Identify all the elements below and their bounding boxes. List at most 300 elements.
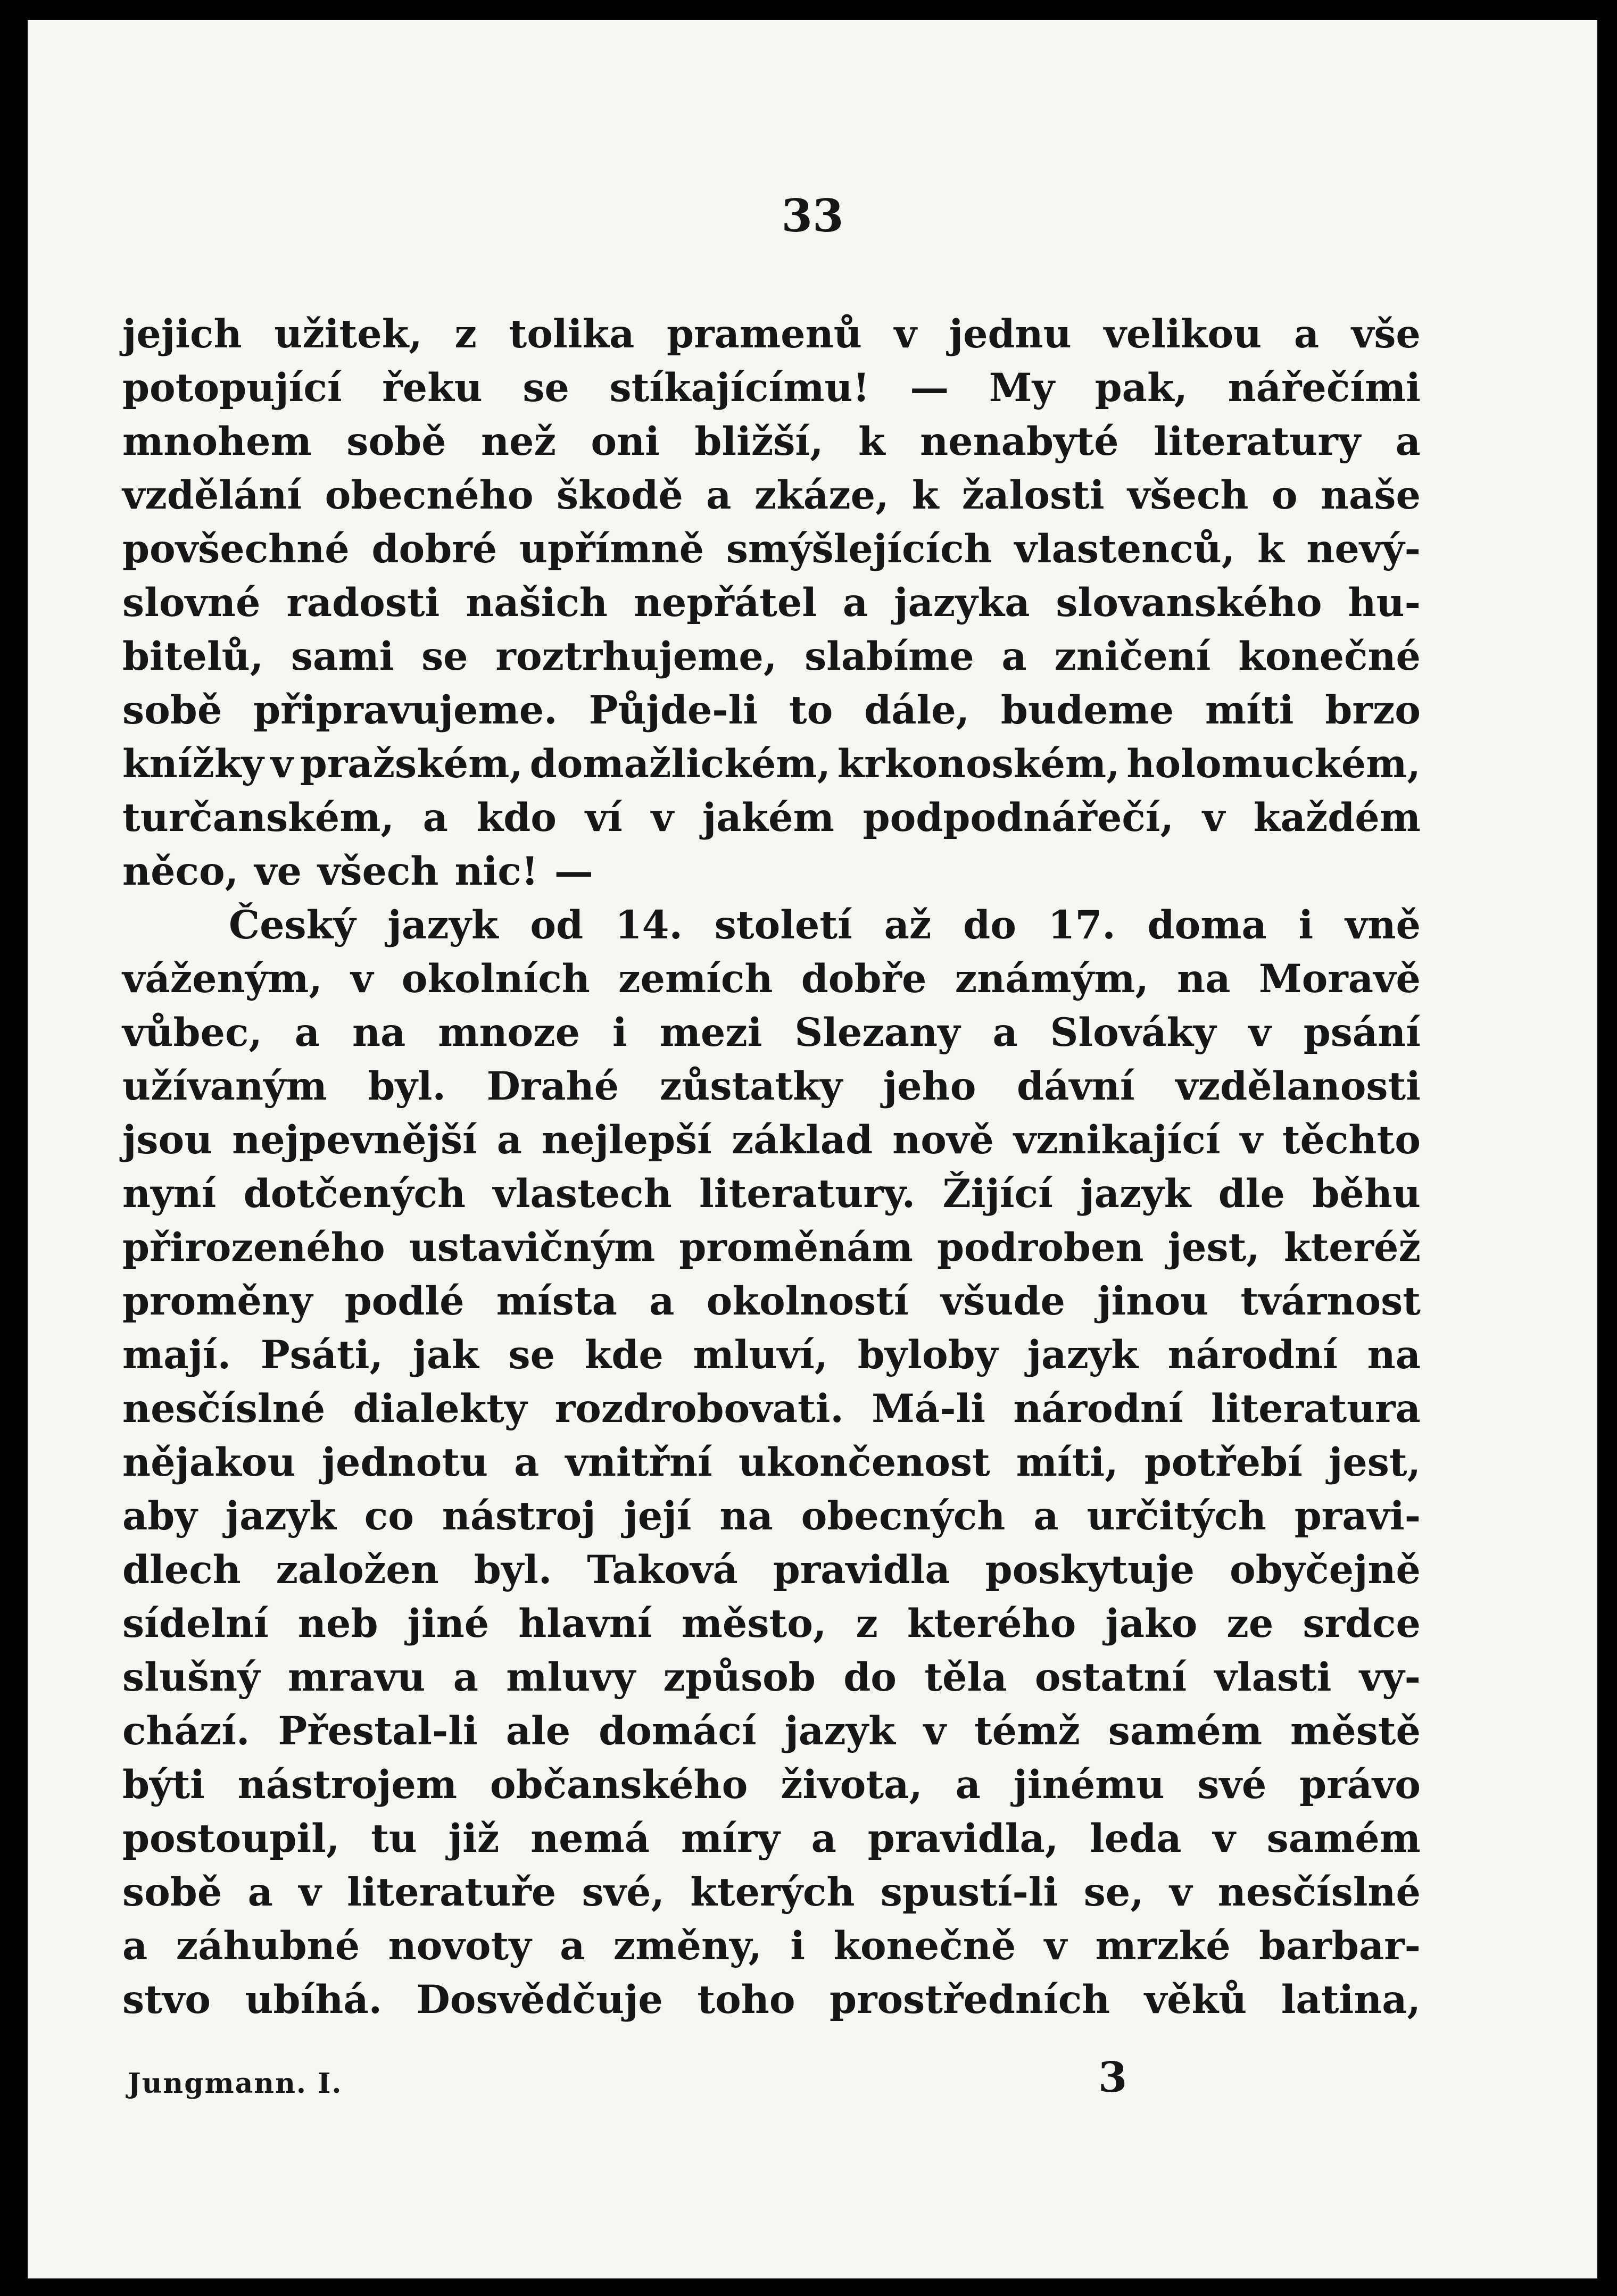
body-text (122, 307, 1421, 2027)
word: a (514, 1440, 540, 1485)
word: dle (1218, 1171, 1285, 1217)
word: 14. (615, 902, 683, 948)
word: zůstatky (659, 1063, 843, 1109)
text-line (122, 952, 1421, 1006)
word: v (351, 956, 374, 1002)
word: témž (974, 1708, 1080, 1754)
word: k (858, 419, 885, 464)
word: Dosvědčuje (416, 1977, 663, 2023)
word: domácí (599, 1708, 757, 1754)
book-page (28, 20, 1597, 2278)
word: století (714, 902, 852, 948)
word: řeku (382, 365, 483, 411)
word: jazyk (784, 1708, 895, 1754)
text-line (122, 845, 1421, 899)
word: tvárnost (1240, 1278, 1421, 1324)
word: se (523, 365, 569, 411)
word: ukončenost (738, 1440, 990, 1485)
word: na (719, 1493, 773, 1539)
word: vně (1345, 902, 1421, 948)
word: to (789, 687, 833, 733)
word: město, (681, 1601, 827, 1646)
word: mnohem (122, 419, 312, 464)
word: budeme (1000, 687, 1174, 733)
text-line (122, 1651, 1421, 1704)
text-line (122, 630, 1421, 684)
word: i (790, 1923, 806, 1969)
word: dotčených (243, 1171, 466, 1217)
word: Přestal-li (278, 1708, 478, 1754)
word: váženým, (122, 956, 322, 1002)
word: z (454, 311, 477, 357)
word: — (554, 848, 593, 894)
word: dobré (371, 526, 497, 572)
word: nějakou (122, 1440, 296, 1485)
word: národní (1013, 1386, 1183, 1432)
word: všech (1127, 472, 1249, 518)
word: přirozeného (122, 1225, 385, 1270)
word: jinému (1013, 1762, 1165, 1808)
word: spustí-li (880, 1869, 1058, 1915)
text-line (122, 684, 1421, 737)
word: pražském, (300, 741, 523, 787)
word: vzdělání (122, 472, 302, 518)
word: i (1298, 902, 1314, 948)
word: Má-li (872, 1386, 986, 1432)
word: jsou (122, 1117, 213, 1163)
text-line (122, 1973, 1421, 2027)
word: vlastech (493, 1171, 672, 1217)
word: a (560, 1923, 585, 1969)
text-line (122, 1919, 1421, 1973)
word: se (508, 1332, 555, 1378)
word: jazyk (225, 1493, 336, 1539)
word: připravujeme. (253, 687, 558, 733)
word: slovné (122, 580, 261, 626)
word: poskytuje (985, 1547, 1195, 1593)
word: od (530, 902, 584, 948)
word: na (352, 1010, 406, 1055)
word: míti (1205, 687, 1294, 733)
word: k (911, 472, 939, 518)
word: Žijící (942, 1171, 1053, 1217)
word: vnitřní (565, 1440, 712, 1485)
word: podlé (344, 1278, 465, 1324)
word: hu- (1348, 580, 1421, 626)
word: své, (582, 1869, 665, 1915)
word: Český (229, 902, 356, 948)
word: užívaným (122, 1063, 327, 1109)
word: mezi (659, 1010, 762, 1055)
word: založen (276, 1547, 439, 1593)
word: o (1271, 472, 1298, 518)
word: obecného (325, 472, 534, 518)
word: konečné (1238, 634, 1421, 679)
text-line (122, 307, 1421, 361)
text-line (122, 1812, 1421, 1866)
word: se (421, 634, 468, 679)
text-line (122, 1275, 1421, 1328)
text-line (122, 1006, 1421, 1060)
word: mnoze (438, 1010, 581, 1055)
word: mrzké (1095, 1923, 1231, 1969)
word: zemích (618, 956, 773, 1002)
word: okolních (401, 956, 590, 1002)
text-line (122, 1436, 1421, 1490)
word: literatury (1154, 419, 1361, 464)
word: až (884, 902, 932, 948)
text-line (122, 1866, 1421, 1919)
text-line (122, 791, 1421, 845)
word: jinou (1097, 1278, 1209, 1324)
word: něco, (122, 848, 239, 894)
word: jest, (1328, 1440, 1421, 1485)
word: ustavičným (409, 1225, 656, 1270)
word: oni (591, 419, 660, 464)
word: hlavní (518, 1601, 652, 1646)
word: bitelů, (122, 634, 264, 679)
word: vlastenců, (1014, 526, 1235, 572)
word: nesčíslné (1217, 1869, 1421, 1915)
word: proměny (122, 1278, 313, 1324)
text-line (122, 899, 1421, 952)
word: barbar- (1259, 1923, 1421, 1969)
word: a (1033, 1493, 1059, 1539)
word: neb (297, 1601, 378, 1646)
word: slovanského (1056, 580, 1322, 626)
word: jakém (702, 795, 834, 841)
word: ze (1226, 1601, 1274, 1646)
word: kdo (476, 795, 557, 841)
word: a (122, 1923, 148, 1969)
word: v (1213, 1816, 1235, 1861)
word: nenabyté (920, 419, 1119, 464)
word: života, (781, 1762, 923, 1808)
word: dávní (1017, 1063, 1135, 1109)
word: sídelní (122, 1601, 269, 1646)
word: obecných (801, 1493, 1006, 1539)
word: sobě (346, 419, 446, 464)
word: i (612, 1010, 627, 1055)
word: každém (1253, 795, 1421, 841)
word: své (1197, 1762, 1267, 1808)
text-line (122, 522, 1421, 576)
word: rozdrobovati. (554, 1386, 844, 1432)
word: sami (291, 634, 394, 679)
word: slušný (122, 1654, 260, 1700)
word: míti, (1016, 1440, 1118, 1485)
text-line (122, 1758, 1421, 1812)
word: samém (1108, 1708, 1263, 1754)
word: literatura (1210, 1386, 1421, 1432)
word: míry (681, 1816, 780, 1861)
word: nesčíslné (122, 1386, 326, 1432)
word: v (270, 741, 294, 787)
word: nejlepší (541, 1117, 712, 1163)
word: pravi- (1294, 1493, 1421, 1539)
word: do (843, 1654, 897, 1700)
word: národní (1167, 1332, 1338, 1378)
word: slabíme (805, 634, 974, 679)
word: vůbec, (122, 1010, 262, 1055)
text-line (122, 1060, 1421, 1113)
word: doma (1147, 902, 1267, 948)
word: jako (1105, 1601, 1198, 1646)
printer-signature: Jungmann. I. (128, 2067, 343, 2100)
word: turčanském, (122, 795, 394, 841)
word: nástroj (442, 1493, 596, 1539)
word: literatuře (347, 1869, 557, 1915)
word: jednotu (321, 1440, 488, 1485)
word: žalosti (961, 472, 1105, 518)
word: v (1202, 795, 1225, 841)
word: jest, (1167, 1225, 1260, 1270)
word: ví (585, 795, 623, 841)
word: do (963, 902, 1016, 948)
word: srdce (1303, 1601, 1421, 1646)
word: těla (924, 1654, 1007, 1700)
word: způsob (663, 1654, 816, 1700)
word: Psáti, (260, 1332, 383, 1378)
word: právo (1299, 1762, 1421, 1808)
text-line (122, 1704, 1421, 1758)
word: podpodnářečí, (863, 795, 1174, 841)
word: vy- (1359, 1654, 1421, 1700)
word: a (955, 1762, 981, 1808)
word: sobě (122, 1869, 222, 1915)
word: ale (505, 1708, 571, 1754)
text-line (122, 1221, 1421, 1275)
word: kterého (907, 1601, 1076, 1646)
word: mravu (287, 1654, 426, 1700)
word: byloby (857, 1332, 998, 1378)
word: a (992, 1010, 1018, 1055)
word: a (842, 580, 868, 626)
word: leda (1090, 1816, 1182, 1861)
word: a (706, 472, 732, 518)
word: a (453, 1654, 478, 1700)
word: vlasti (1214, 1654, 1332, 1700)
word: chází. (122, 1708, 250, 1754)
text-line (122, 737, 1421, 791)
word: k (1257, 526, 1284, 572)
word: Drahé (486, 1063, 619, 1109)
word: v (1240, 1117, 1263, 1163)
word: jazyk (1027, 1332, 1138, 1378)
word: Slováky (1050, 1010, 1216, 1055)
word: samém (1266, 1816, 1421, 1861)
word: základ (731, 1117, 873, 1163)
word: nově (892, 1117, 994, 1163)
word: pravidla, (867, 1816, 1059, 1861)
word: nářečími (1228, 365, 1421, 411)
word: v (923, 1708, 947, 1754)
word: byl. (474, 1547, 552, 1593)
word: 17. (1048, 902, 1116, 948)
word: v (1248, 1010, 1271, 1055)
word: stíkajícímu! (609, 365, 870, 411)
text-line (122, 1113, 1421, 1167)
text-line (122, 1490, 1421, 1543)
word: vznikající (1013, 1117, 1221, 1163)
word: v (894, 311, 917, 357)
word: Slezany (794, 1010, 960, 1055)
word: holomuckém, (1126, 741, 1421, 787)
word: všech (317, 848, 439, 894)
sheet-number: 3 (1098, 2053, 1127, 2102)
word: kteréž (1283, 1225, 1421, 1270)
word: na (1177, 956, 1231, 1002)
text-line (122, 576, 1421, 630)
word: dlech (122, 1547, 241, 1593)
word: určitých (1087, 1493, 1266, 1539)
word: záhubné (176, 1923, 360, 1969)
word: městě (1290, 1708, 1421, 1754)
word: dále, (864, 687, 970, 733)
text-line (122, 1167, 1421, 1221)
word: jazyk (387, 902, 499, 948)
word: velikou (1104, 311, 1262, 357)
word: potřebí (1144, 1440, 1303, 1485)
word: nemá (530, 1816, 650, 1861)
word: stvo (122, 1977, 211, 2023)
word: z (856, 1601, 878, 1646)
word: tu (371, 1816, 417, 1861)
word: škodě (556, 472, 683, 518)
word: psání (1303, 1010, 1421, 1055)
word: a (1293, 311, 1320, 357)
text-line (122, 361, 1421, 415)
word: běhu (1312, 1171, 1421, 1217)
word: novoty (388, 1923, 532, 1969)
word: věků (1144, 1977, 1247, 2023)
word: potopující (122, 365, 342, 411)
word: prostředních (829, 1977, 1110, 2023)
word: toho (697, 1977, 795, 2023)
word: jejich (122, 311, 242, 357)
word: vše (1351, 311, 1421, 357)
word: povšechné (122, 526, 350, 572)
text-line (122, 1328, 1421, 1382)
word: jednu (949, 311, 1072, 357)
word: vzdělanosti (1175, 1063, 1421, 1109)
word: a (422, 795, 448, 841)
word: nepřátel (633, 580, 817, 626)
word: krkonoském, (837, 741, 1120, 787)
word: na (1367, 1332, 1421, 1378)
word: a (649, 1278, 675, 1324)
word: a (247, 1869, 273, 1915)
word: jiné (407, 1601, 490, 1646)
word: mluvy (506, 1654, 636, 1700)
word: — (910, 365, 949, 411)
word: v (298, 1869, 321, 1915)
word: nyní (122, 1171, 217, 1217)
word: ve (254, 848, 302, 894)
word: mluví, (693, 1332, 828, 1378)
word: zkáze, (754, 472, 889, 518)
word: co (364, 1493, 414, 1539)
word: a (811, 1816, 836, 1861)
word: v (1044, 1923, 1067, 1969)
word: užitek, (274, 311, 422, 357)
word: smýšlejících (726, 526, 992, 572)
word: obyčejně (1230, 1547, 1421, 1593)
word: podroben (936, 1225, 1144, 1270)
text-line (122, 1382, 1421, 1436)
word: radosti (286, 580, 440, 626)
word: aby (122, 1493, 197, 1539)
word: nástrojem (237, 1762, 458, 1808)
word: jazyk (1080, 1171, 1191, 1217)
word: známým, (955, 956, 1149, 1002)
word: již (448, 1816, 500, 1861)
word: knížky (122, 741, 264, 787)
word: v (1170, 1869, 1192, 1915)
word: našich (466, 580, 608, 626)
word: než (480, 419, 556, 464)
word: a (1001, 634, 1027, 679)
word: jak (412, 1332, 479, 1378)
word: proměnám (679, 1225, 913, 1270)
word: dobře (801, 956, 927, 1002)
word: zničení (1054, 634, 1211, 679)
word: roztrhujeme, (495, 634, 777, 679)
word: okolností (706, 1278, 909, 1324)
word: pak, (1094, 365, 1188, 411)
word: a (1395, 419, 1421, 464)
word: kde (584, 1332, 664, 1378)
word: jeho (883, 1063, 976, 1109)
word: nejpevnější (232, 1117, 477, 1163)
word: nic! (454, 848, 538, 894)
text-line (122, 1597, 1421, 1651)
text-line (122, 469, 1421, 522)
word: pravidla (773, 1547, 950, 1593)
word: tolika (509, 311, 635, 357)
word: všude (940, 1278, 1065, 1324)
word: upřímně (519, 526, 704, 572)
word: brzo (1325, 687, 1421, 733)
word: v (651, 795, 674, 841)
word: kterých (690, 1869, 855, 1915)
word: byl. (368, 1063, 446, 1109)
word: Půjde-li (588, 687, 758, 733)
word: My (989, 365, 1055, 411)
word: sobě (122, 687, 222, 733)
word: ostatní (1034, 1654, 1187, 1700)
word: býti (122, 1762, 205, 1808)
word: a (496, 1117, 523, 1163)
word: občanského (490, 1762, 748, 1808)
word: a (294, 1010, 320, 1055)
word: konečně (833, 1923, 1016, 1969)
word: mají. (122, 1332, 231, 1378)
word: bližší, (694, 419, 824, 464)
word: ubíhá. (245, 1977, 383, 2023)
word: postoupil, (122, 1816, 340, 1861)
word: naše (1320, 472, 1421, 518)
word: změny, (613, 1923, 762, 1969)
word: Taková (587, 1547, 738, 1593)
word: její (624, 1493, 692, 1539)
word: dialekty (353, 1386, 527, 1432)
word: těchto (1282, 1117, 1421, 1163)
page-number: 33 (781, 189, 844, 242)
text-line (122, 1543, 1421, 1597)
word: Moravě (1258, 956, 1421, 1002)
word: domažlickém, (529, 741, 831, 787)
